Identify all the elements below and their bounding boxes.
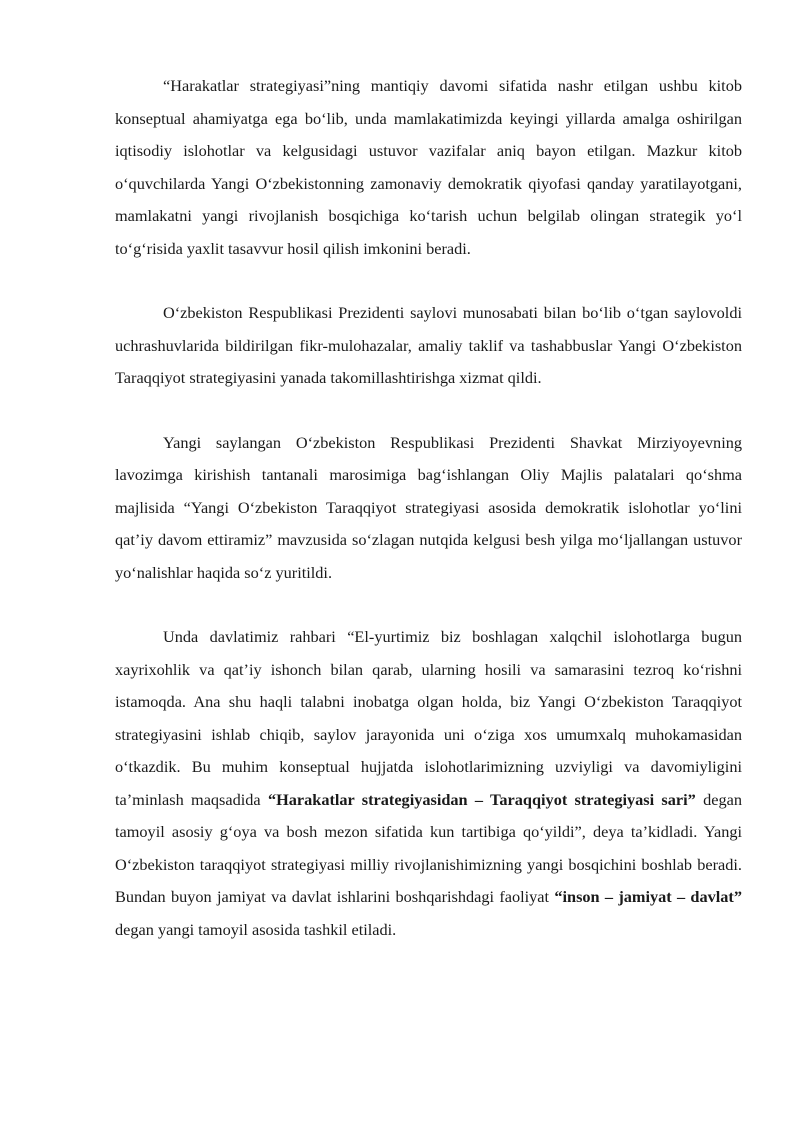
paragraph-spacer (115, 265, 742, 297)
paragraph-book-intro: “Harakatlar strategiyasi”ning mantiqiy davomi sifatida nashr etilgan ushbu kitob konseptual ahamiyatga ega bo‘lib, unda mamlakatimizda keyingi yillarda amalga oshirilgan iqtisodiy islohotlar va kelgusidagi ustuvor vazifalar aniq bayon etilgan. Mazkur kitob o‘quvchilarda Yangi O‘zbekistonning zamonaviy demokratik qiyofasi qanday yaratilayotgani, mamlakatni yangi rivojlanish bosqichiga ko‘tarish uchun belgilab olingan strategik yo‘l to‘g‘risida yaxlit tasavvur hosil qilish imkonini beradi. (115, 76, 742, 258)
paragraph-text-segment: Unda davlatimiz rahbari “El-yurtimiz biz boshlagan xalqchil islohotlarga bugun xayrixohlik va qat’iy ishonch bilan qarab, ularning hosili va samarasini tezroq ko‘rishni istamoqda. Ana shu haqli talabni inobatga olgan holda, biz Yangi O‘zbekiston Taraqqiyot strategiyasini ishlab chiqib, saylov jarayonida uni o‘ziga xos umumxalq muhokamasidan o‘tkazdik. Bu muhim konseptual hujjatda islohotlarimizning uzviyligi va davomiyligini ta’minlash maqsadida (115, 627, 742, 809)
paragraph-text-segment: degan tamoyil asosiy g‘oya va bosh mezon sifatida kun tartibiga qo‘yildi”, deya ta’kidladi. Yangi O‘zbekiston taraqqiyot strategiyasi milliy rivojlanishimizning yangi bosqichini boshlab beradi. Bundan buyon jamiyat va davlat ishlarini boshqarishdagi faoliyat (115, 789, 742, 906)
paragraph-text-segment: degan yangi tamoyil asosida tashkil etiladi. (115, 919, 397, 939)
paragraph-spacer (115, 395, 742, 427)
paragraph-election-meetings: O‘zbekiston Respublikasi Prezidenti saylovi munosabati bilan bo‘lib o‘tgan saylovoldi uchrashuvlarida bildirilgan fikr-mulohazalar, amaliy taklif va tashabbuslar Yangi O‘zbekiston Taraqqiyot strategiyasini yanada takomillashtirishga xizmat qildi. (115, 303, 742, 387)
paragraph-president-speech: Yangi saylangan O‘zbekiston Respublikasi Prezidenti Shavkat Mirziyoyevning lavozimga kirishish tantanali marosimiga bag‘ishlangan Oliy Majlis palatalari qo‘shma majlisida “Yangi O‘zbekiston Taraqqiyot strategiyasi asosida demokratik islohotlar yo‘lini qat’iy davom ettiramiz” mavzusida so‘zlagan nutqida kelgusi besh yilga mo‘ljallangan ustuvor yo‘nalishlar haqida so‘z yuritildi. (115, 432, 742, 582)
paragraph-strategy-principle (115, 621, 742, 946)
document-page (115, 70, 742, 946)
bold-quote-principle: “inson – jamiyat – davlat” (554, 887, 742, 906)
paragraph-spacer (115, 589, 742, 621)
bold-quote-strategy: “Harakatlar strategiyasidan – Taraqqiyot strategiyasi sari” (267, 789, 696, 809)
